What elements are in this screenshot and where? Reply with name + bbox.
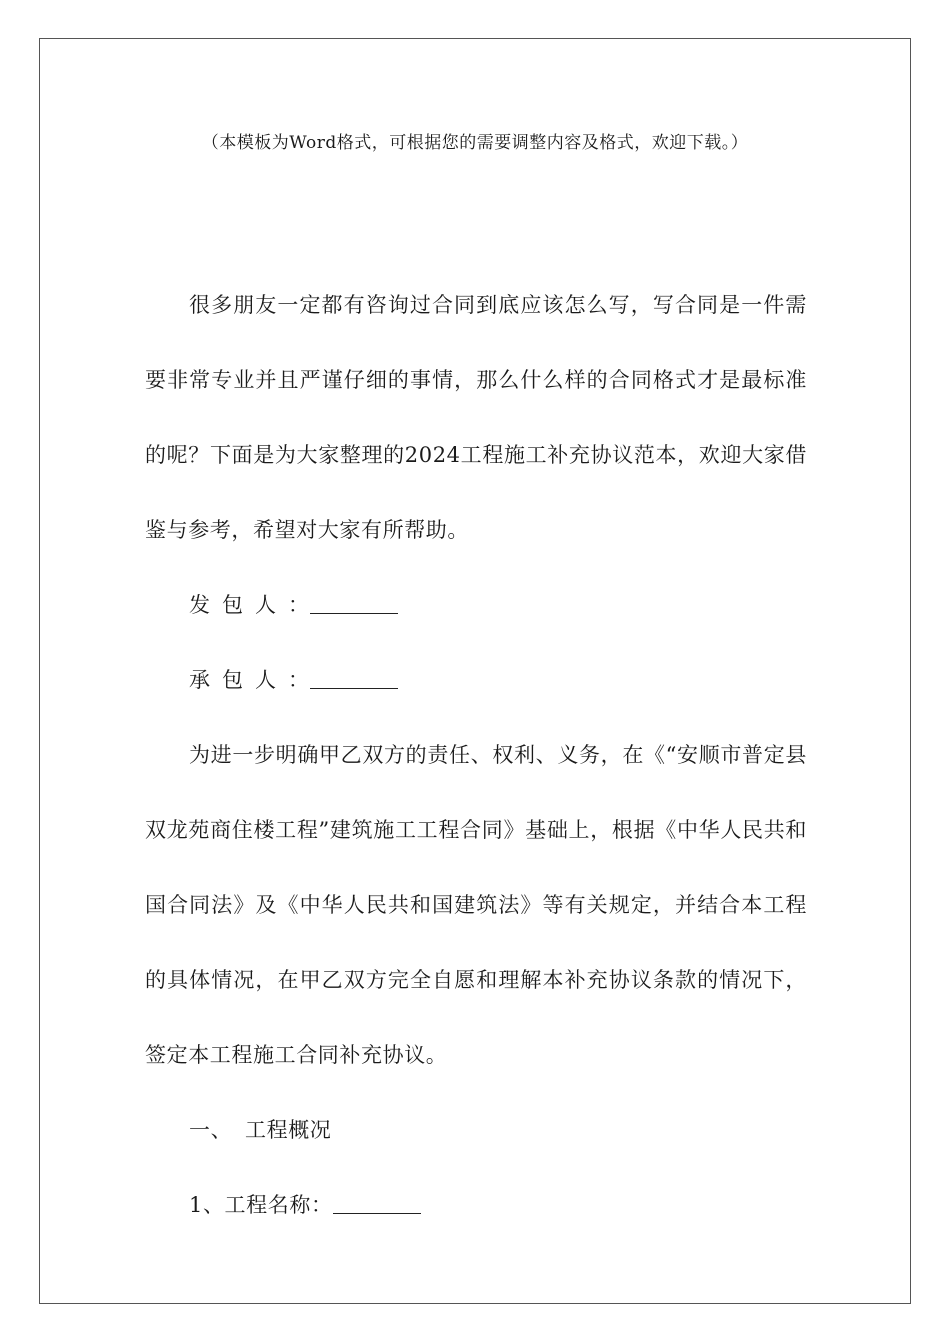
party-b-blank[interactable] [310,666,398,689]
party-b-label: 承包人 [189,668,288,692]
preamble-paragraph: 为进一步明确甲乙双方的责任、权利、义务，在《“安顺市普定县双龙苑商住楼工程”建筑施工工程合同》基础上，根据《中华人民共和国合同法》及《中华人民共和国建筑法》等有关规定，并结合本工程的具体情况，在甲乙双方完全自愿和理解本补充协议条款的情况下，签定本工程施工合同补充协议。 [145,743,807,1067]
party-a-line [145,568,807,643]
party-b-line [145,643,807,718]
party-a-colon: ： [288,593,310,617]
party-b-colon: ： [288,668,310,692]
project-name-line [145,1168,807,1243]
section-title: 工程概况 [245,1118,332,1142]
section-heading [145,1093,807,1168]
party-a-blank[interactable] [310,591,398,614]
project-name-blank[interactable] [333,1191,421,1214]
intro-paragraph: 很多朋友一定都有咨询过合同到底应该怎么写，写合同是一件需要非常专业并且严谨仔细的事情，那么什么样的合同格式才是最标准的呢？下面是为大家整理的2024工程施工补充协议范本，欢迎大家借鉴与参考，希望对大家有所帮助。 [145,293,807,542]
template-notice: （本模板为Word格式，可根据您的需要调整内容及格式，欢迎下载。） [201,133,749,153]
party-a-label: 发包人 [189,593,288,617]
document-body [145,268,807,1243]
project-name-label: 1、工程名称： [189,1193,333,1217]
section-number: 一、 [189,1118,233,1142]
